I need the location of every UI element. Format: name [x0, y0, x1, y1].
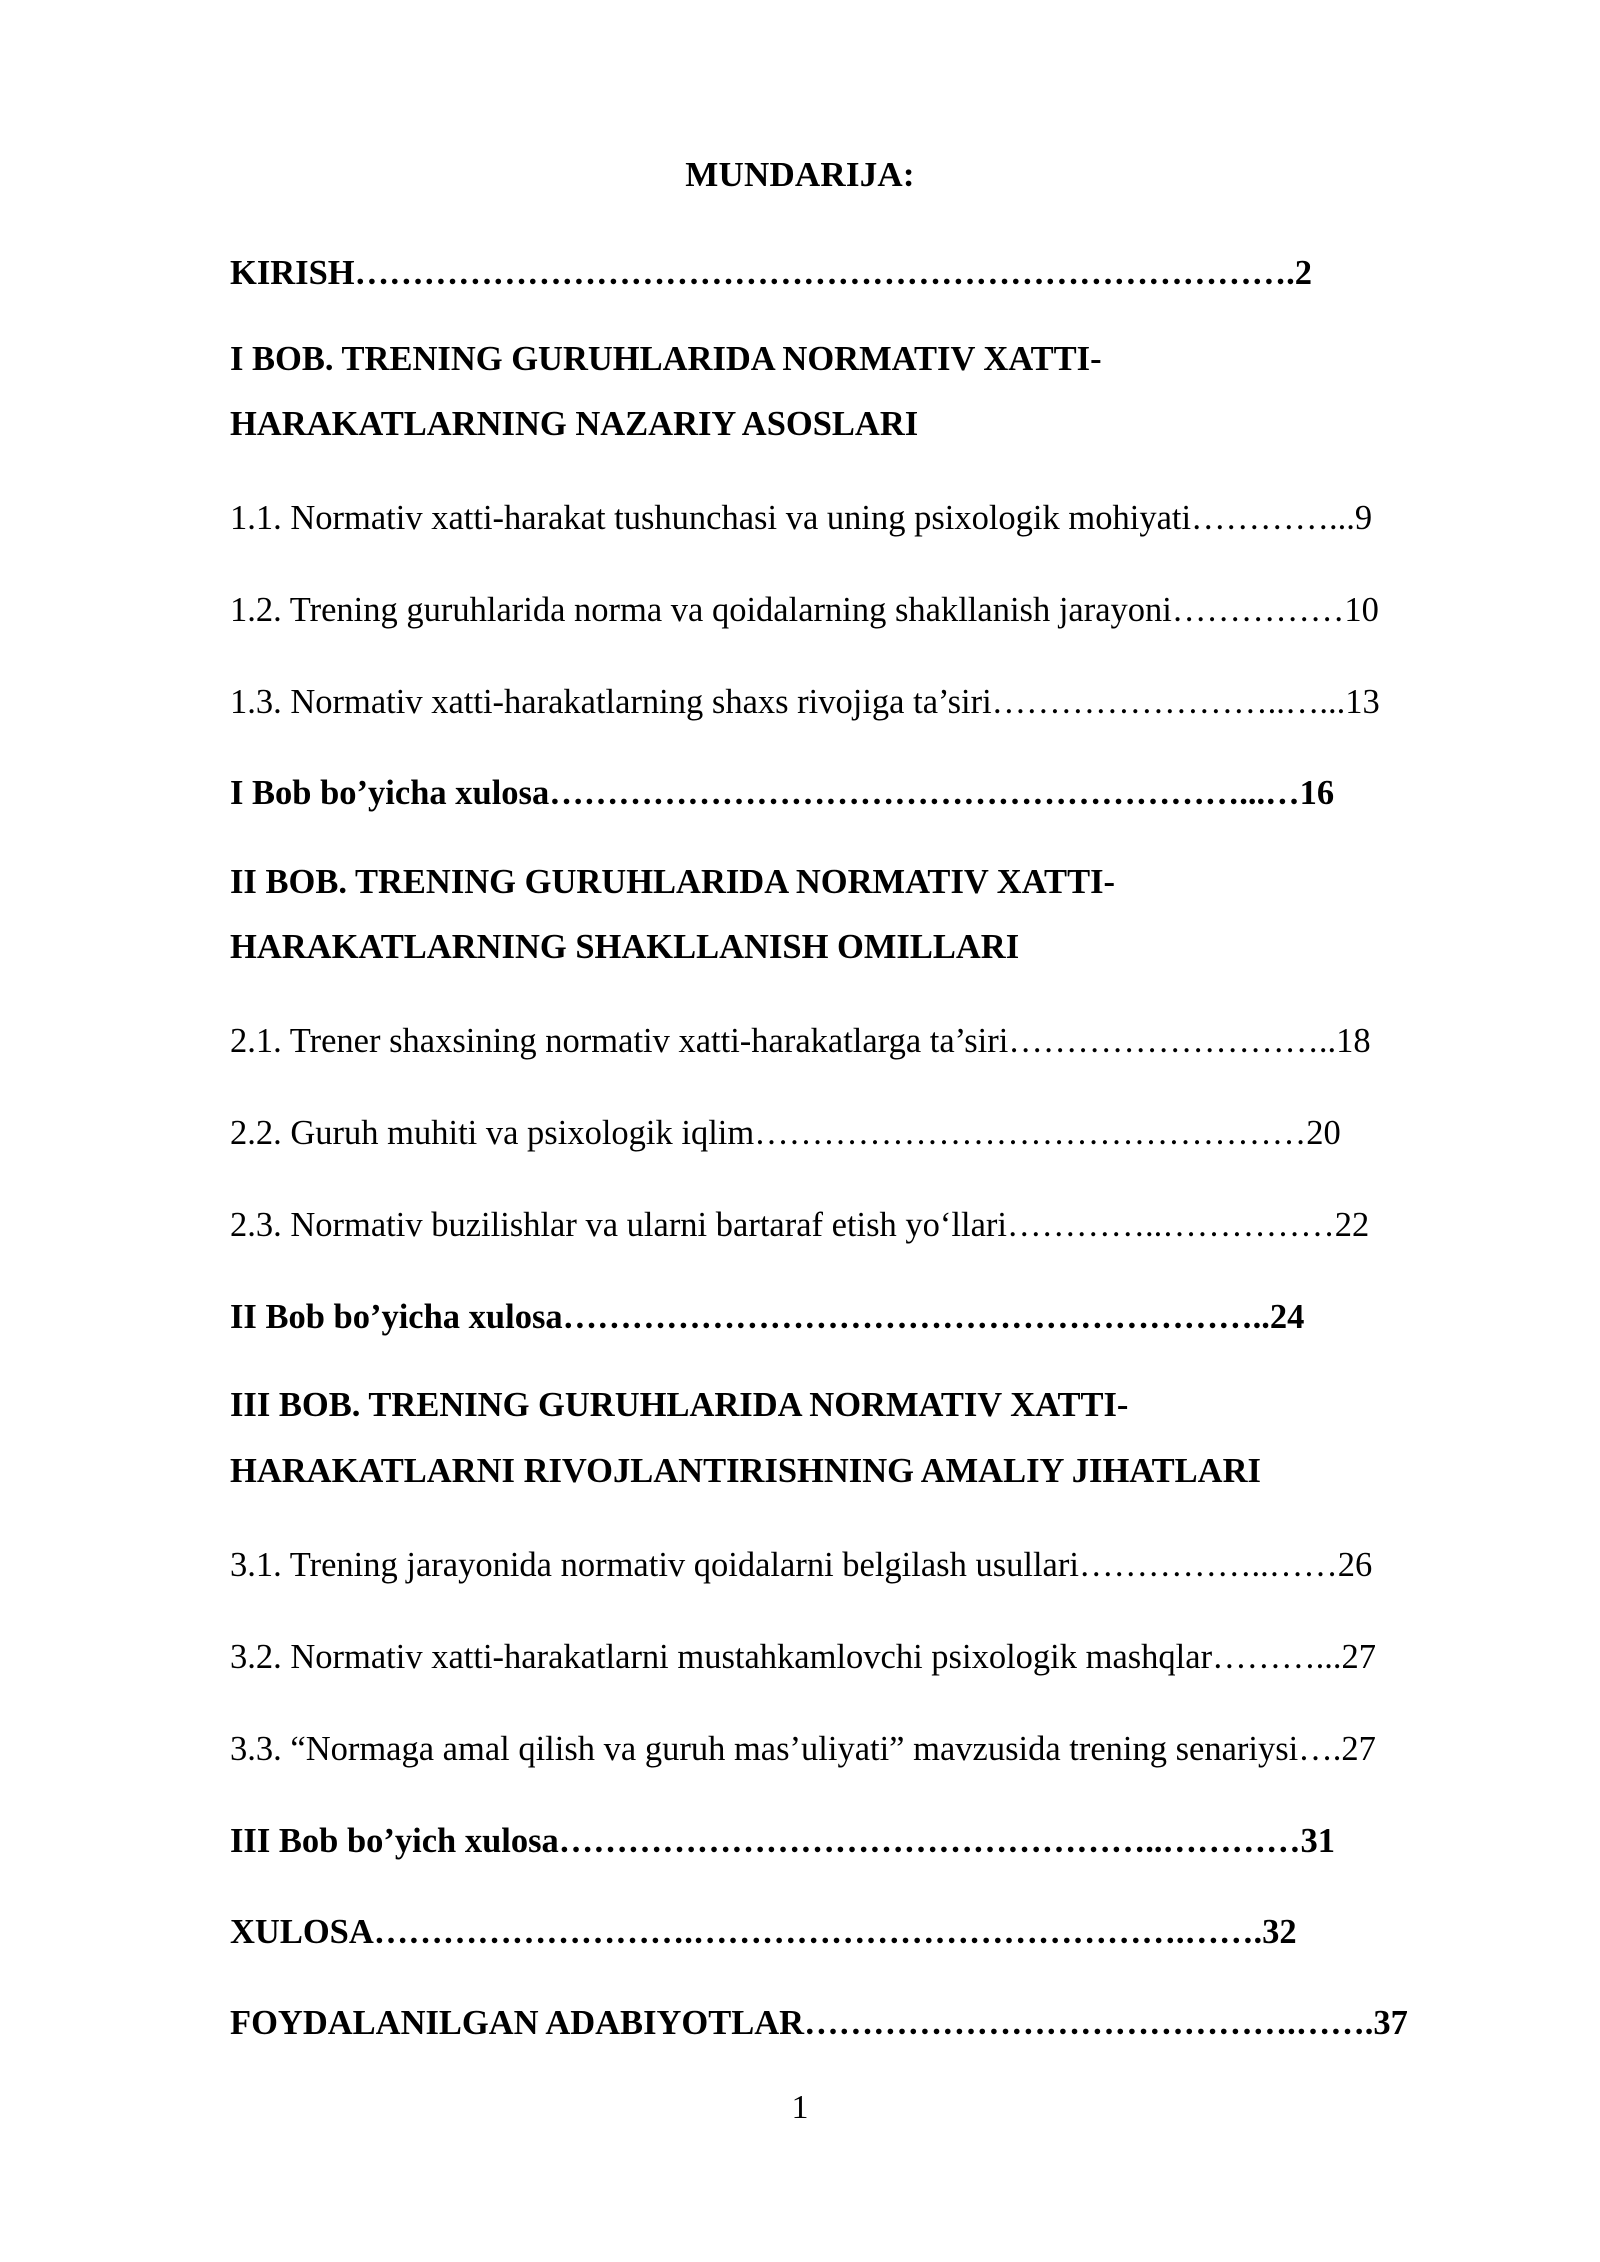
toc-entry-1-3: 1.3. Normativ xatti-harakatlarning shaxs rivojiga ta’siri……………………..…...13: [230, 683, 1380, 721]
toc-chapter-2-heading-line-1: II BOB. TRENING GURUHLARIDA NORMATIV XATTI-: [230, 863, 1115, 901]
toc-entry-1-2: 1.2. Trening guruhlarida norma va qoidalarning shakllanish jarayoni……………10: [230, 591, 1379, 629]
toc-entry-xulosa: XULOSA……………………….…………………………………….…….32: [230, 1913, 1297, 1951]
toc-entry-2-2: 2.2. Guruh muhiti va psixologik iqlim…………………………………………20: [230, 1114, 1341, 1152]
toc-entry-chapter-1-conclusion: I Bob bo’yicha xulosa……………………………………………………...…16: [230, 774, 1335, 812]
toc-entry-2-1: 2.1. Trener shaxsining normativ xatti-harakatlarga ta’siri………………………..18: [230, 1022, 1371, 1060]
toc-entry-1-1: 1.1. Normativ xatti-harakat tushunchasi va uning psixologik mohiyati…………...9: [230, 499, 1373, 537]
toc-chapter-3-heading-line-1: III BOB. TRENING GURUHLARIDA NORMATIV XATTI-: [230, 1386, 1129, 1424]
toc-chapter-2-heading-line-2: HARAKATLARNING SHAKLLANISH OMILLARI: [230, 928, 1020, 966]
toc-chapter-1-heading-line-2: HARAKATLARNING NAZARIY ASOSLARI: [230, 405, 919, 443]
toc-title: MUNDARIJA:: [685, 155, 915, 194]
toc-entry-kirish: KIRISH……………………………………………………………………….2: [230, 254, 1312, 292]
page-number: 1: [791, 2089, 809, 2126]
toc-entry-2-3: 2.3. Normativ buzilishlar va ularni bartaraf etish yo‘llari…………..……………22: [230, 1206, 1370, 1244]
toc-entry-chapter-2-conclusion: II Bob bo’yicha xulosa……………………………………………………..24: [230, 1298, 1305, 1336]
toc-entry-bibliography: FOYDALANILGAN ADABIYOTLAR…………………………………….…….37: [230, 2004, 1408, 2042]
toc-entry-3-2: 3.2. Normativ xatti-harakatlarni mustahkamlovchi psixologik mashqlar………...27: [230, 1638, 1376, 1676]
toc-entry-3-3: 3.3. “Normaga amal qilish va guruh mas’uliyati” mavzusida trening senariysi….27: [230, 1730, 1376, 1768]
toc-entry-3-1: 3.1. Trening jarayonida normativ qoidalarni belgilash usullari……………..……26: [230, 1546, 1373, 1584]
toc-entry-chapter-3-conclusion: III Bob bo’yich xulosa……………………………………………..…………31: [230, 1822, 1336, 1860]
toc-chapter-3-heading-line-2: HARAKATLARNI RIVOJLANTIRISHNING AMALIY JIHATLARI: [230, 1452, 1261, 1490]
toc-chapter-1-heading-line-1: I BOB. TRENING GURUHLARIDA NORMATIV XATTI-: [230, 340, 1102, 378]
